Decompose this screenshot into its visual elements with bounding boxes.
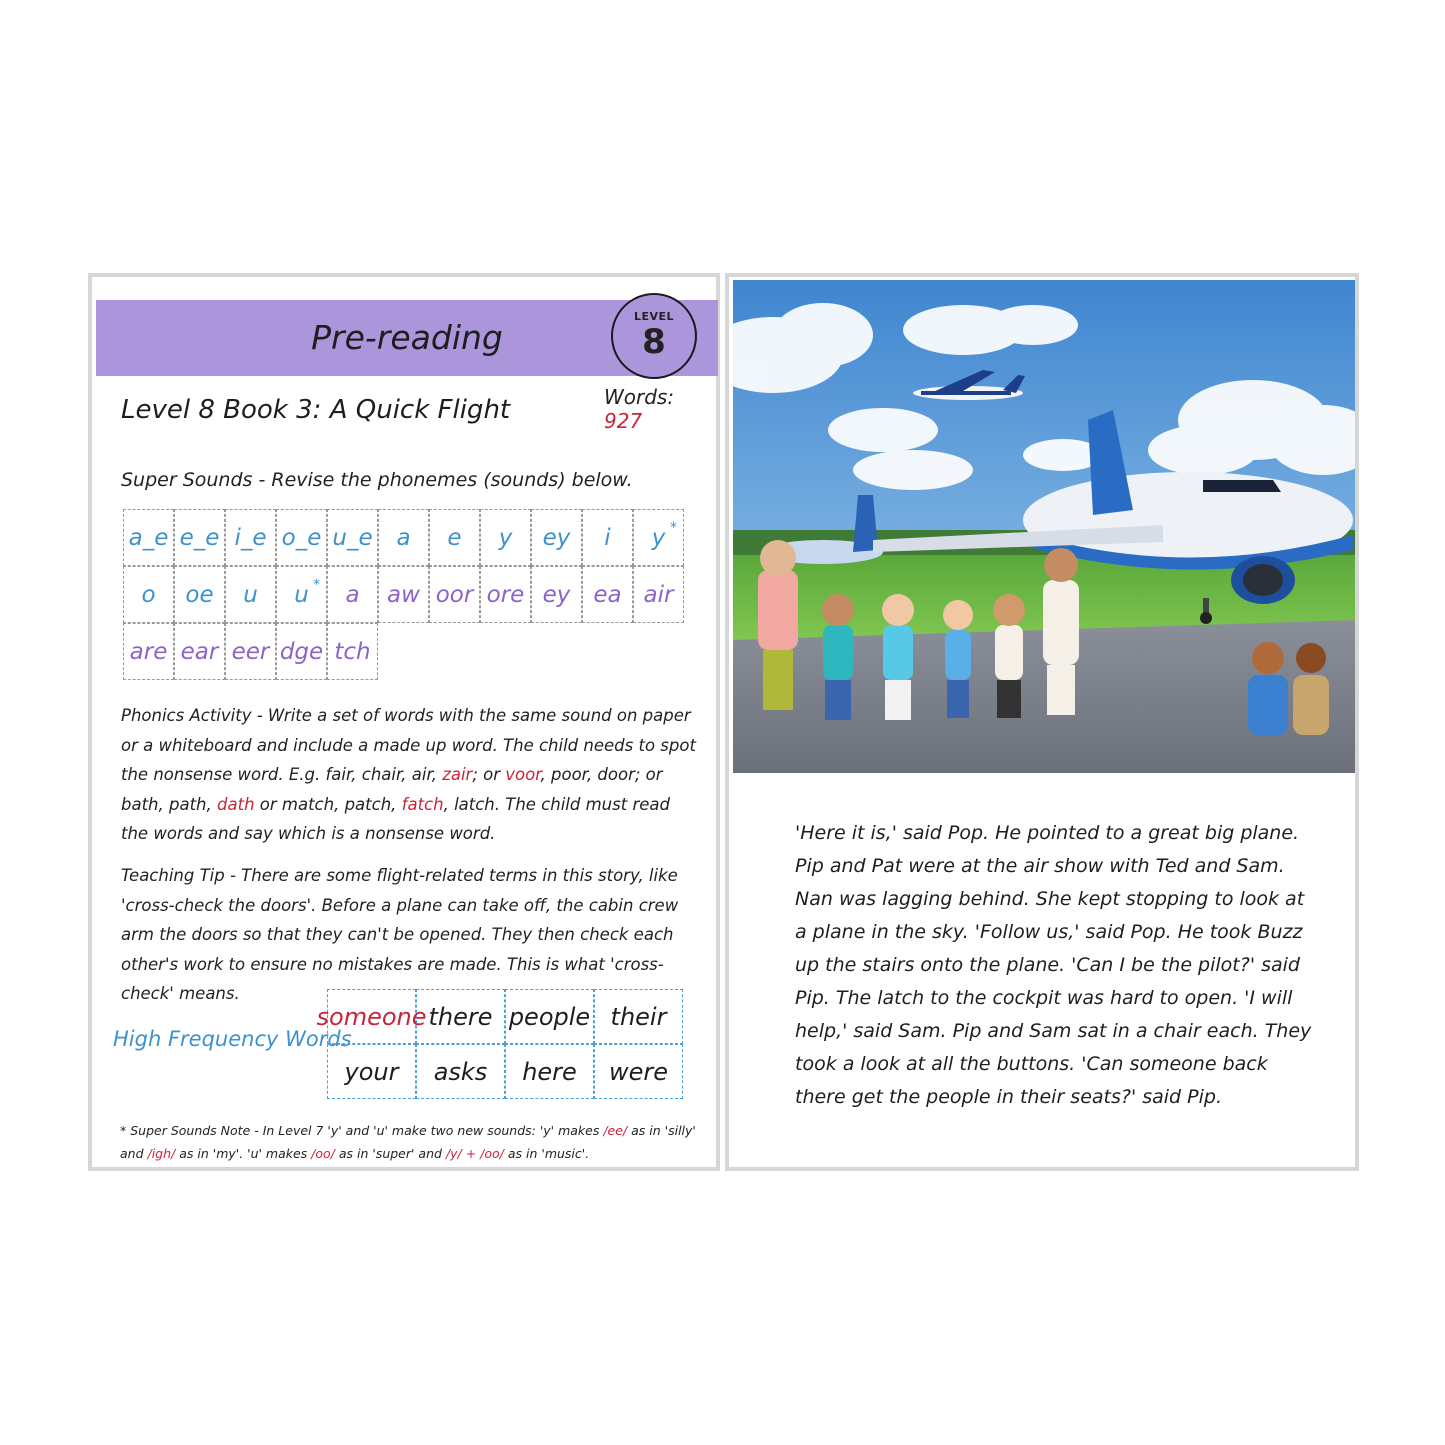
right-page: [725, 273, 1359, 1171]
sound-cell: oor: [429, 566, 480, 623]
high-frequency-words-grid: [316, 989, 683, 1099]
hfw-row: [316, 989, 683, 1044]
airshow-scene-illustration: [733, 280, 1355, 773]
sound-cell: a: [378, 509, 429, 566]
sound-cell: are: [123, 623, 174, 680]
sound-row: [123, 566, 684, 623]
book-title: Level 8 Book 3: A Quick Flight: [121, 395, 511, 425]
sound-cell: e: [429, 509, 480, 566]
teaching-tip: Teaching Tip - There are some flight-related terms in this story, like 'cross-check the doors'. Before a plane can take off, the cabin crew arm the doors so that they can't be opened. They then check each other's work to ensure no mistakes are made. This is what 'cross-check' means.: [121, 866, 679, 1003]
word-count-value: 927: [604, 409, 643, 433]
sound-cell: y *: [633, 509, 684, 566]
sound-cell: ey: [531, 509, 582, 566]
sound-row: [123, 623, 684, 680]
sound-cell: y: [480, 509, 531, 566]
nonsense-word: fatch: [401, 794, 444, 814]
sound-cell: u: [225, 566, 276, 623]
sound-cell: eer: [225, 623, 276, 680]
high-frequency-words-label: High Frequency Words: [113, 1027, 352, 1051]
asterisk-mark: *: [313, 577, 320, 593]
super-sounds-grid: [123, 509, 684, 680]
sound-row: [123, 509, 684, 566]
nonsense-word: zair: [442, 765, 473, 784]
sound-cell: u *: [276, 566, 327, 623]
sound-cell: o: [123, 566, 174, 623]
hfw-cell: there: [416, 989, 505, 1044]
sound-cell: aw: [378, 566, 429, 623]
hfw-cell: people: [505, 989, 594, 1044]
hfw-cell: their: [594, 989, 683, 1044]
word-count: [604, 385, 716, 433]
super-sounds-heading: Super Sounds - Revise the phonemes (sounds) below.: [121, 469, 633, 491]
hfw-cell: were: [594, 1044, 683, 1099]
banner-title: Pre-reading: [311, 318, 503, 357]
nonsense-word: dath: [217, 794, 255, 814]
sound-cell: ea: [582, 566, 633, 623]
sound-cell: i_e: [225, 509, 276, 566]
super-sounds-footnote: * Super Sounds Note - In Level 7 'y' and 'u' make two new sounds: 'y' makes /ee/ as in 'silly' and /igh/ as in 'my'. 'u' makes /oo/ as in 'super' and /y/ + /oo/ as in 'music'.: [120, 1123, 696, 1161]
sound-cell: u_e: [327, 509, 378, 566]
sound-cell: i: [582, 509, 633, 566]
sound-cell: o_e: [276, 509, 327, 566]
sound-cell: ore: [480, 566, 531, 623]
hfw-cell: asks: [416, 1044, 505, 1099]
hfw-cell: someone: [327, 989, 416, 1044]
hfw-cell: here: [505, 1044, 594, 1099]
left-page: [88, 273, 720, 1171]
level-badge-label: LEVEL: [633, 310, 675, 323]
sound-cell: a_e: [123, 509, 174, 566]
asterisk-mark: *: [670, 520, 677, 536]
sound-cell: dge: [276, 623, 327, 680]
sound-cell: oe: [174, 566, 225, 623]
level-badge: [611, 293, 697, 379]
hfw-cell: your: [327, 1044, 416, 1099]
word-count-label: Words:: [604, 385, 675, 409]
level-badge-number: 8: [642, 322, 666, 362]
story-text: 'Here it is,' said Pop. He pointed to a great big plane. Pip and Pat were at the air show with Ted and Sam. Nan was lagging behind. She kept stopping to look at a plane in the sky. 'Follow us,' said Pop. He took Buzz up the stairs onto the plane. 'Can I be the pilot?' said Pip. The latch to the cockpit was hard to open. 'I will help,' said Sam. Pip and Sam sat in a chair each. They took a look at all the buttons. 'Can someone back there get the people in their seats?' said Pip.: [795, 822, 1312, 1108]
phonics-activity: Phonics Activity - Write a set of words with the same sound on paper or a whiteboard and include a made up word. The child needs to spot the nonsense word. E.g. fair, chair, air, zair; or voor, poor, door; or bath, path, dath or match, patch, fatch, latch. The child must read the words and say which is a nonsense word.: [121, 706, 696, 843]
sound-cell: e_e: [174, 509, 225, 566]
hfw-row: [327, 1044, 683, 1099]
sound-cell: ey: [531, 566, 582, 623]
nonsense-word: voor: [505, 765, 541, 784]
sound-cell: air: [633, 566, 684, 623]
sound-cell: tch: [327, 623, 378, 680]
sound-cell: ear: [174, 623, 225, 680]
sound-cell: a: [327, 566, 378, 623]
